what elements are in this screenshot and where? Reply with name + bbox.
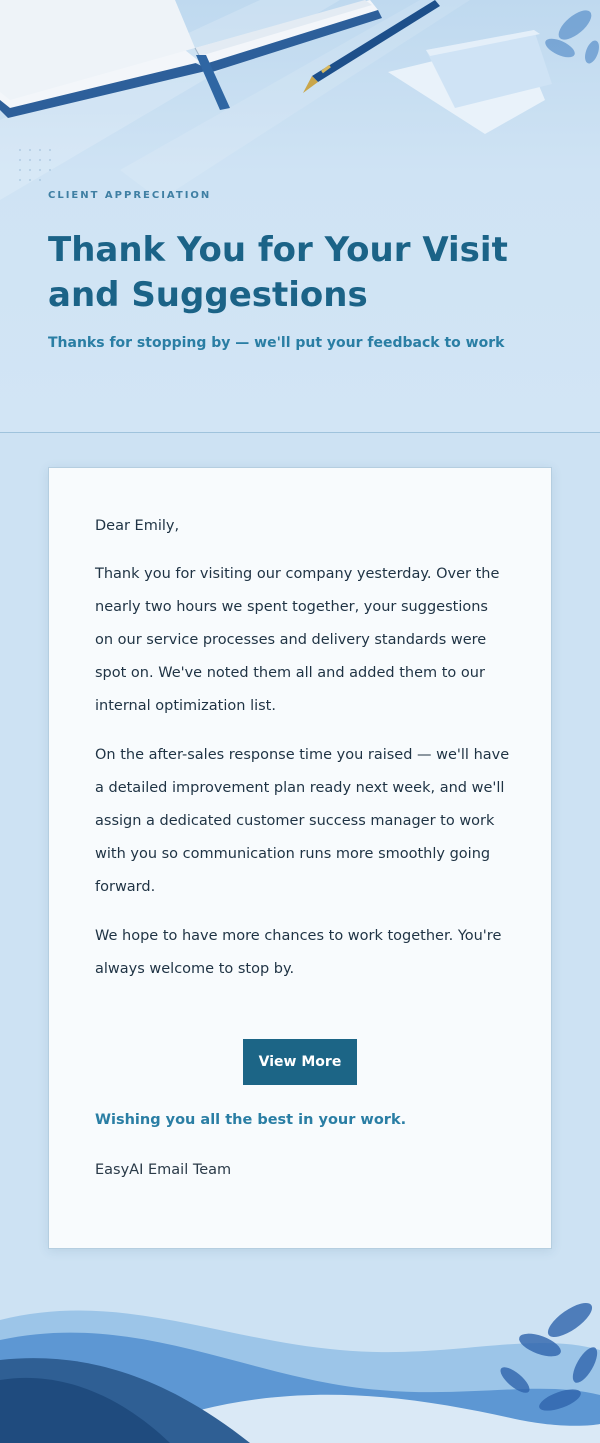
letter-paragraph: We hope to have more chances to work together. You're always welcome to stop by. bbox=[95, 928, 502, 977]
header-divider bbox=[0, 432, 600, 433]
envelope-icon bbox=[388, 30, 552, 134]
hero-header bbox=[0, 0, 600, 433]
eyebrow-label: CLIENT APPRECIATION bbox=[48, 190, 212, 201]
closing-line: Wishing you all the best in your work. bbox=[95, 1112, 407, 1128]
leaf-icon bbox=[543, 5, 600, 65]
page-title: Thank You for Your Visit and Suggestions bbox=[48, 230, 508, 315]
view-more-button[interactable]: View More bbox=[243, 1039, 357, 1085]
greeting: Dear Emily, bbox=[95, 518, 180, 534]
desk-illustration bbox=[0, 0, 600, 433]
letter-paragraph: On the after-sales response time you raised — we'll have a detailed improvement plan ready next week, and we'll assign a dedicated customer success manager to work with you so communication runs more smoothly going forward. bbox=[95, 747, 510, 895]
letter-card bbox=[48, 467, 552, 1249]
letter-paragraph: Thank you for visiting our company yesterday. Over the nearly two hours we spent together, your suggestions on our service processes and delivery standards were spot on. We've noted them all and added them to our internal optimization list. bbox=[95, 566, 500, 714]
signature: EasyAI Email Team bbox=[95, 1162, 232, 1178]
page-subtitle: Thanks for stopping by — we'll put your feedback to work bbox=[48, 335, 505, 351]
wave-illustration bbox=[0, 1230, 600, 1443]
letter-body bbox=[95, 512, 510, 1002]
